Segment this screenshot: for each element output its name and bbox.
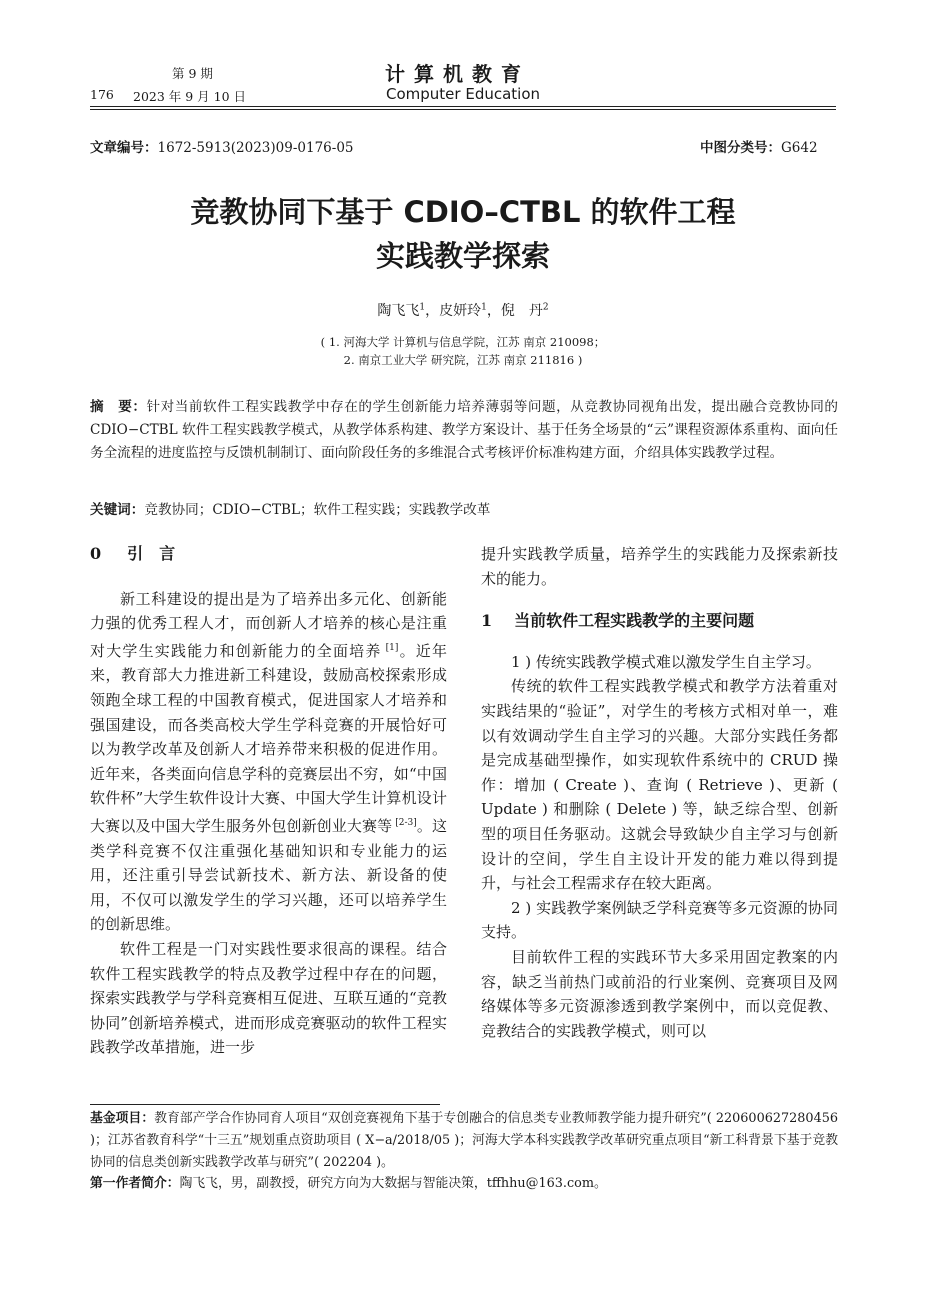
author-affil-mark: 1	[481, 302, 487, 313]
left-column	[90, 542, 447, 1060]
article-number-label: 文章编号：	[90, 140, 158, 156]
keywords-text: 竞教协同；CDIO−CTBL；软件工程实践；实践教学改革	[144, 502, 491, 518]
funding-label: 基金项目：	[90, 1111, 155, 1126]
section-heading-intro	[90, 542, 447, 567]
text-run: 。近年来，教育部大力推进新工科建设，鼓励高校探索形成领跑全球工程的中国教育模式，促进国家人才培养和强国建设，而各类高校大学生学科竞赛的开展恰好可以为教学改革及创新人才培养带来积极的促进作用。近年来，各类面向信息学科的竞赛层出不穷，如“中国软件杯”大学生软件设计大赛、中国大学生计算机设计大赛以及中国大学生服务外包创新创业大赛等	[90, 641, 447, 835]
header-rule-bottom	[90, 109, 836, 110]
text-run: 新工科建设的提出是为了培养出多元化、创新能力强的优秀工程人才，而创新人才培养的核心是注重对大学生实践能力和创新能力的全面培养	[90, 589, 447, 660]
funding-text: 教育部产学合作协同育人项目“双创竞赛视角下基于专创融合的信息类专业教师教学能力提升研究”( 220600627280456 )；江苏省教育科学“十三五”规划重点资助项目 ( X−a/2018/05 )；河海大学本科实践教学改革研究重点项目“新工科背景下基于竞教协同的信息类创新实践教学改革与研究”( 202204 )。	[90, 1111, 838, 1170]
keywords-label: 关键词：	[90, 502, 145, 518]
section-number: 1	[481, 611, 493, 631]
citation: [1]	[381, 642, 399, 653]
abstract-label: 摘 要：	[90, 399, 147, 415]
author-bio-footnote	[90, 1173, 838, 1195]
problem-item-2: 2 ) 实践教学案例缺乏学科竞赛等多元资源的协同支持。	[481, 898, 838, 942]
keywords	[90, 499, 838, 522]
author-list: 陶飞飞$^1$，皮妍玲$^1$，倪 丹$^2$	[377, 302, 549, 319]
author-name: 陶飞飞	[377, 303, 420, 319]
journal-title-en: Computer Education	[386, 85, 541, 103]
section-title: 当前软件工程实践教学的主要问题	[514, 611, 755, 631]
continued-paragraph: 提升实践教学质量，培养学生的实践能力及探索新技术的能力。	[481, 545, 838, 588]
problem-paragraph-1: 传统的软件工程实践教学模式和教学方法着重对实践结果的“验证”，对学生的考核方式相对单一，难以有效调动学生自主学习的兴趣。大部分实践任务都是完成基础型操作，如实现软件系统中的 CRUD 操作：增加 ( Create )、查询 ( Retrieve )、更新 ( Update ) 和删除 ( Delete ) 等，缺乏综合型、创新型的项目任务驱动。这就会导致缺少自主学习与创新设计的空间，学生自主设计开发的能力难以得到提升，与社会工程需求存在较大距离。	[481, 677, 838, 893]
author-bio-text: 陶飞飞，男，副教授，研究方向为大数据与智能决策，tffhhu@163.com。	[179, 1176, 607, 1191]
author-affil-mark: 1	[419, 302, 426, 313]
problem-item-1: 1 ) 传统实践教学模式难以激发学生自主学习。	[511, 652, 821, 671]
clc-label: 中图分类号：	[700, 140, 781, 156]
page-number: 176	[90, 87, 114, 102]
clc-value: G642	[781, 140, 818, 156]
footnote-rule	[90, 1104, 440, 1105]
abstract-text: 针对当前软件工程实践教学中存在的学生创新能力培养薄弱等问题，从竞教协同视角出发，提出融合竞教协同的 CDIO−CTBL 软件工程实践教学模式，从教学体系构建、教学方案设计、基于任务全场景的“云”课程资源体系重构、面向任务全流程的进度监控与反馈机制制订、面向阶段任务的多维混合式考核评价标准构建方面，介绍具体实践教学过程。	[90, 399, 839, 461]
author-name: 皮妍玲	[439, 303, 482, 319]
affiliation-line: ( 1. 河海大学 计算机与信息学院，江苏 南京 210098；	[320, 335, 606, 349]
intro-paragraph-2: 软件工程是一门对实践性要求很高的课程。结合软件工程实践教学的特点及教学过程中存在的问题，探索实践教学与学科竞赛相互促进、互联互通的“竞教协同”创新培养模式，进而形成竞赛驱动的软件工程实践教学改革措施，进一步	[90, 939, 447, 1057]
article-number-value: 1672-5913(2023)09-0176-05	[157, 140, 354, 156]
author-affil-mark: 2	[542, 302, 549, 313]
issue-label: 第 9 期	[172, 66, 213, 81]
section-number: 0	[90, 544, 102, 563]
author-bio-label: 第一作者简介：	[90, 1176, 180, 1191]
paper-title-line1: 竞教协同下基于 CDIO–CTBL 的软件工程	[190, 195, 736, 229]
issue-date: 2023 年 9 月 10 日	[133, 89, 247, 104]
abstract	[90, 396, 838, 465]
clc-number	[700, 136, 818, 156]
journal-title-cn: 计算机教育	[385, 62, 530, 86]
problem-paragraph-2: 目前软件工程的实践环节大多采用固定教案的内容，缺乏当前热门或前沿的行业案例、竞赛项目及网络媒体等多元资源渗透到教学案例中，而以竞促教、竞教结合的实践教学模式，则可以	[481, 947, 838, 1040]
text-run: 。这类学科竞赛不仅注重强化基础知识和专业能力的运用，还注重引导尝试新技术、新方法、新设备的使用，不仅可以激发学生的学习兴趣，还可以培养学生的创新思维。	[90, 816, 447, 934]
affiliations	[90, 333, 836, 369]
author-name: 倪 丹	[500, 303, 543, 319]
section-heading-1	[481, 609, 838, 634]
section-title: 引 言	[127, 544, 176, 563]
header-rule-top	[90, 106, 836, 107]
citation: [2-3]	[392, 817, 417, 828]
right-column	[481, 542, 838, 1043]
article-number	[90, 136, 354, 156]
affiliation-line: 2. 南京工业大学 研究院，江苏 南京 211816 )	[343, 353, 583, 367]
paper-title-line2: 实践教学探索	[375, 239, 550, 273]
intro-paragraph-1	[90, 587, 447, 937]
funding-footnote	[90, 1108, 838, 1174]
